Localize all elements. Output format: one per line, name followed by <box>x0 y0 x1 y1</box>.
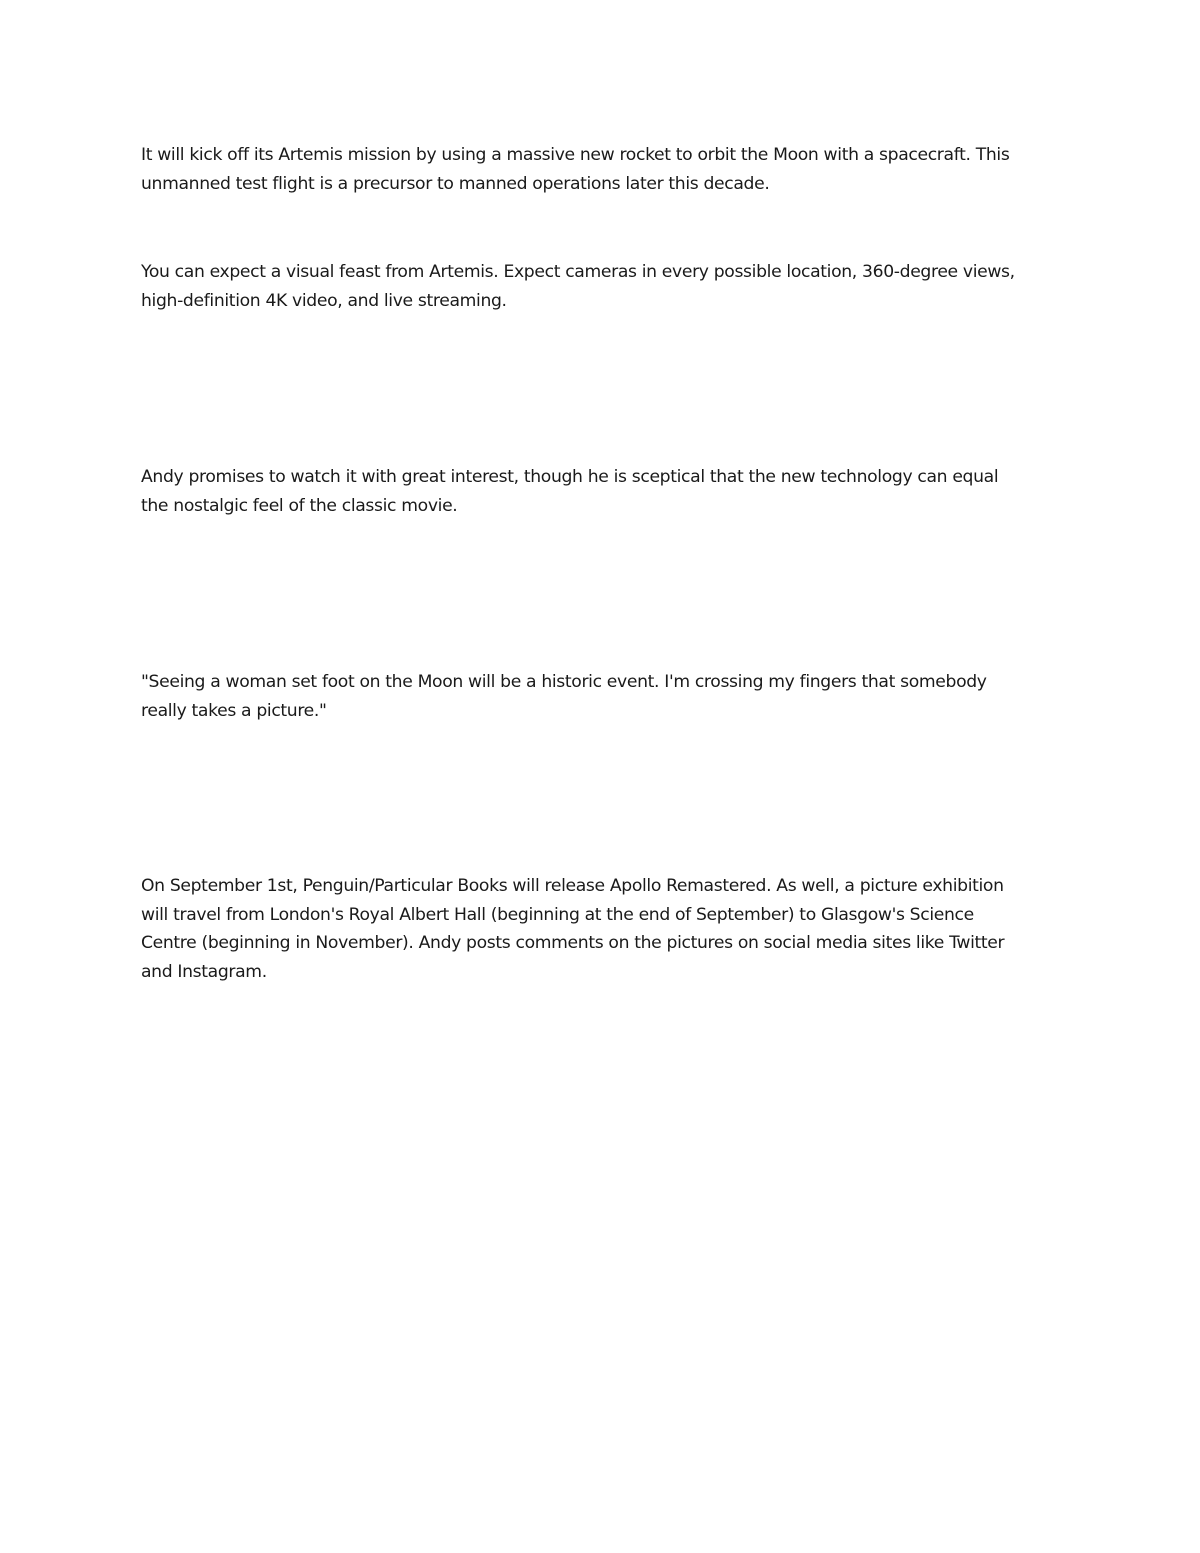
paragraph-quote <box>141 668 1071 725</box>
paragraph-andy-promises <box>141 463 1071 520</box>
paragraph-line: the nostalgic feel of the classic movie. <box>141 495 458 516</box>
paragraph-artemis-mission <box>141 141 1071 198</box>
paragraph-line: On September 1st, Penguin/Particular Books will release Apollo Remastered. As well, a picture exhibition <box>141 876 1004 896</box>
paragraph-line: and Instagram. <box>141 961 267 982</box>
paragraph-line: really takes a picture." <box>141 700 327 721</box>
paragraph-visual-feast <box>141 258 1071 315</box>
paragraph-line: unmanned test flight is a precursor to manned operations later this decade. <box>141 173 770 194</box>
paragraph-line: It will kick off its Artemis mission by using a massive new rocket to orbit the Moon with a spacecraft. This <box>141 145 1010 165</box>
paragraph-book-release <box>141 872 1071 986</box>
paragraph-line: will travel from London's Royal Albert Hall (beginning at the end of September) to Glasgow's Science <box>141 904 974 925</box>
paragraph-line: Andy promises to watch it with great interest, though he is sceptical that the new technology can equal <box>141 467 999 487</box>
paragraph-line: Centre (beginning in November). Andy posts comments on the pictures on social media sites like Twitter <box>141 933 1005 954</box>
paragraph-line: high-definition 4K video, and live streaming. <box>141 290 507 311</box>
paragraph-line: You can expect a visual feast from Artemis. Expect cameras in every possible location, 360-degree views, <box>141 262 1015 282</box>
paragraph-line: "Seeing a woman set foot on the Moon will be a historic event. I'm crossing my fingers that somebody <box>141 672 987 692</box>
